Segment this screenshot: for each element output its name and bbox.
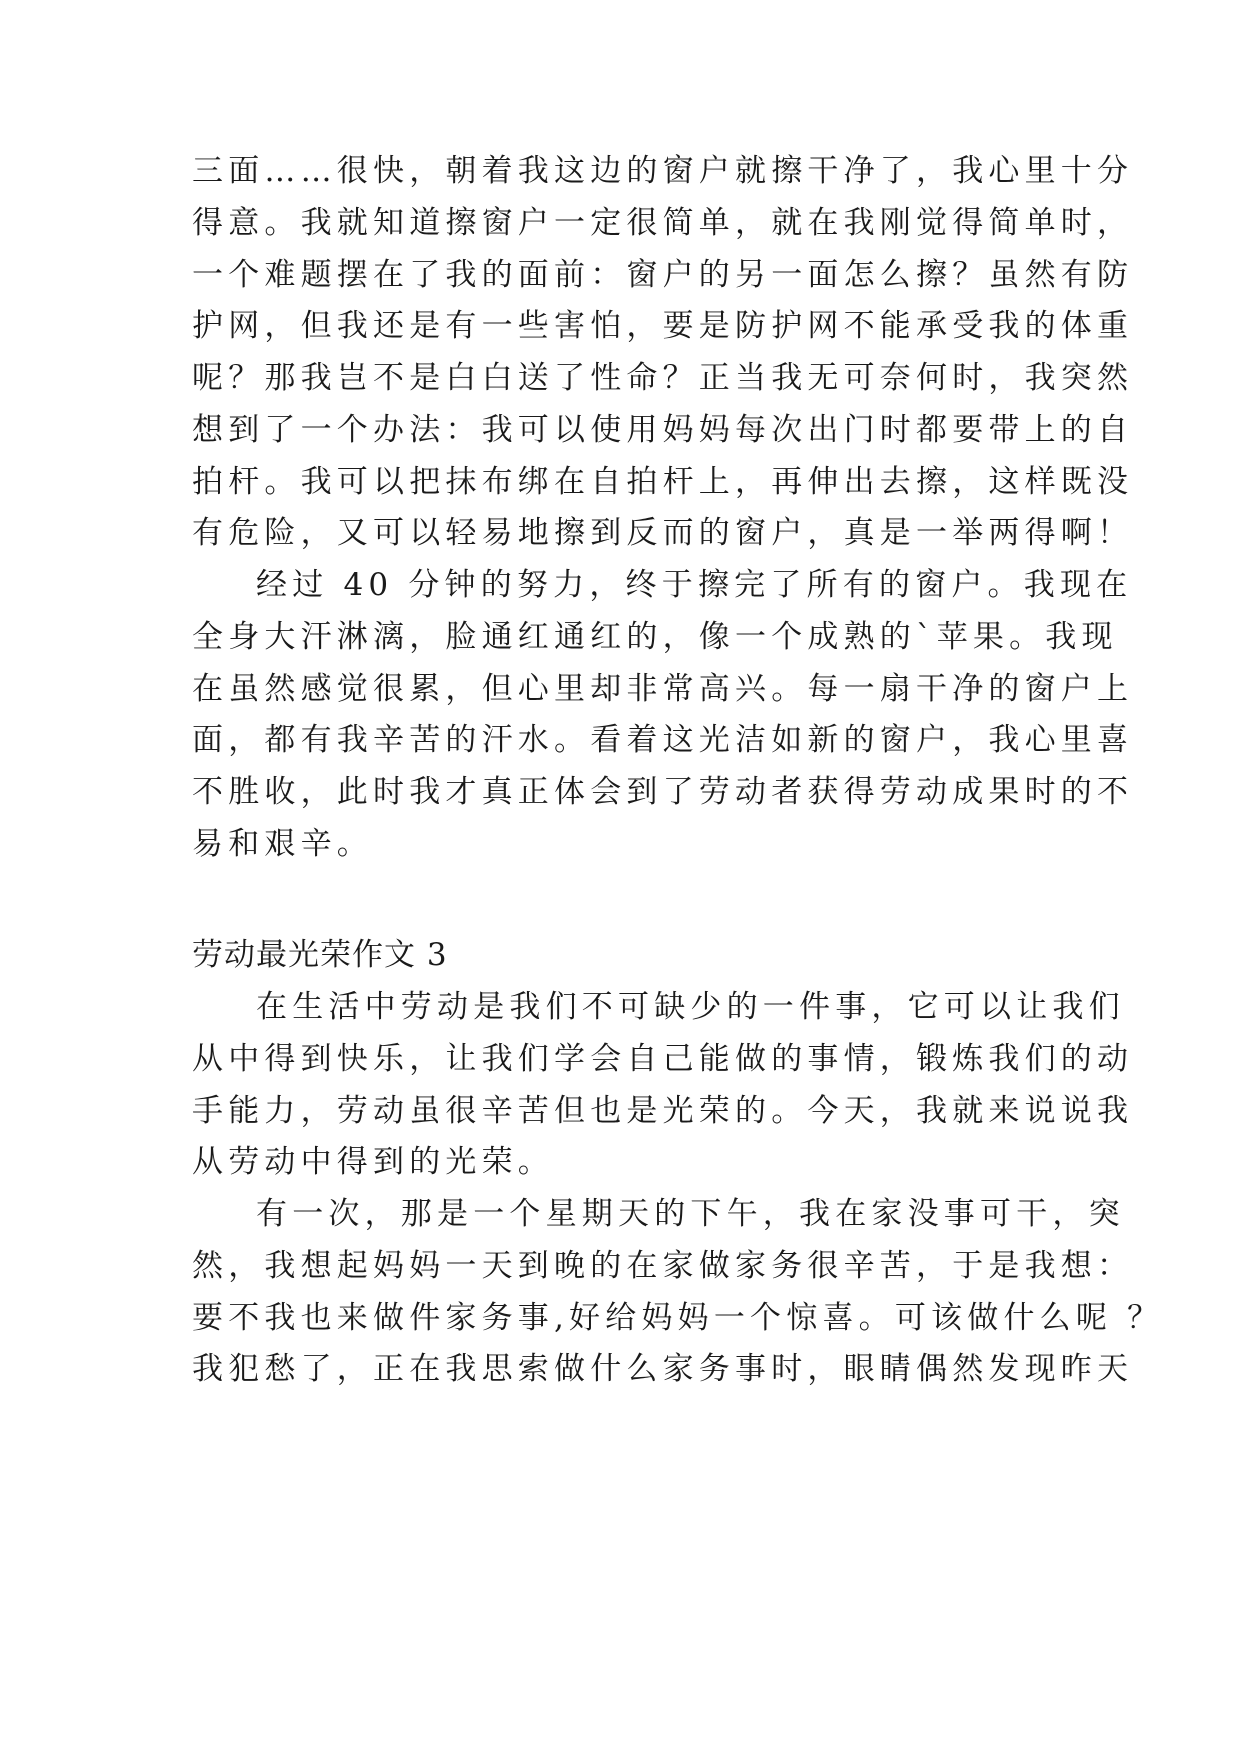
text-line: 一个难题摆在了我的面前：窗户的另一面怎么擦？虽然有防	[192, 257, 1134, 293]
paragraph-first-line: 经过 40 分钟的努力，终于擦完了所有的窗户。我现在	[256, 567, 1133, 603]
text-line: 我犯愁了，正在我思索做什么家务事时，眼睛偶然发现昨天	[192, 1351, 1134, 1387]
text-line: 要不我也来做件家务事,好给妈妈一个惊喜。可该做什么呢 ？	[192, 1300, 1164, 1336]
text-line: 呢？那我岂不是白白送了性命？正当我无可奈何时，我突然	[192, 360, 1134, 396]
text-line: 全身大汗淋漓，脸通红通红的，像一个成熟的`苹果。我现	[192, 619, 1118, 655]
text-line: 有危险，又可以轻易地擦到反而的窗户，真是一举两得啊！	[192, 515, 1134, 551]
text-line: 面，都有我辛苦的汗水。看着这光洁如新的窗户，我心里喜	[192, 722, 1134, 758]
text-line: 然，我想起妈妈一天到晚的在家做家务很辛苦，于是我想：	[192, 1248, 1134, 1284]
text-line: 三面……很快，朝着我这边的窗户就擦干净了，我心里十分	[192, 153, 1134, 189]
text-line: 拍杆。我可以把抹布绑在自拍杆上，再伸出去擦，这样既没	[192, 464, 1134, 500]
text-line: 从劳动中得到的光荣。	[192, 1144, 554, 1180]
text-line: 得意。我就知道擦窗户一定很简单，就在我刚觉得简单时，	[192, 205, 1134, 241]
text-line: 护网，但我还是有一些害怕，要是防护网不能承受我的体重	[192, 308, 1134, 344]
paragraph-first-line: 有一次，那是一个星期天的下午，我在家没事可干，突	[256, 1196, 1125, 1232]
text-line: 从中得到快乐，让我们学会自己能做的事情，锻炼我们的动	[192, 1041, 1134, 1077]
text-line: 易和艰辛。	[192, 826, 373, 862]
text-line: 在虽然感觉很累，但心里却非常高兴。每一扇干净的窗户上	[192, 671, 1134, 707]
text-line: 不胜收，此时我才真正体会到了劳动者获得劳动成果时的不	[192, 774, 1134, 810]
text-line: 想到了一个办法：我可以使用妈妈每次出门时都要带上的自	[192, 412, 1134, 448]
text-line: 手能力，劳动虽很辛苦但也是光荣的。今天，我就来说说我	[192, 1093, 1134, 1129]
section-heading: 劳动最光荣作文 3	[192, 937, 448, 973]
paragraph-first-line: 在生活中劳动是我们不可缺少的一件事，它可以让我们	[256, 989, 1125, 1025]
